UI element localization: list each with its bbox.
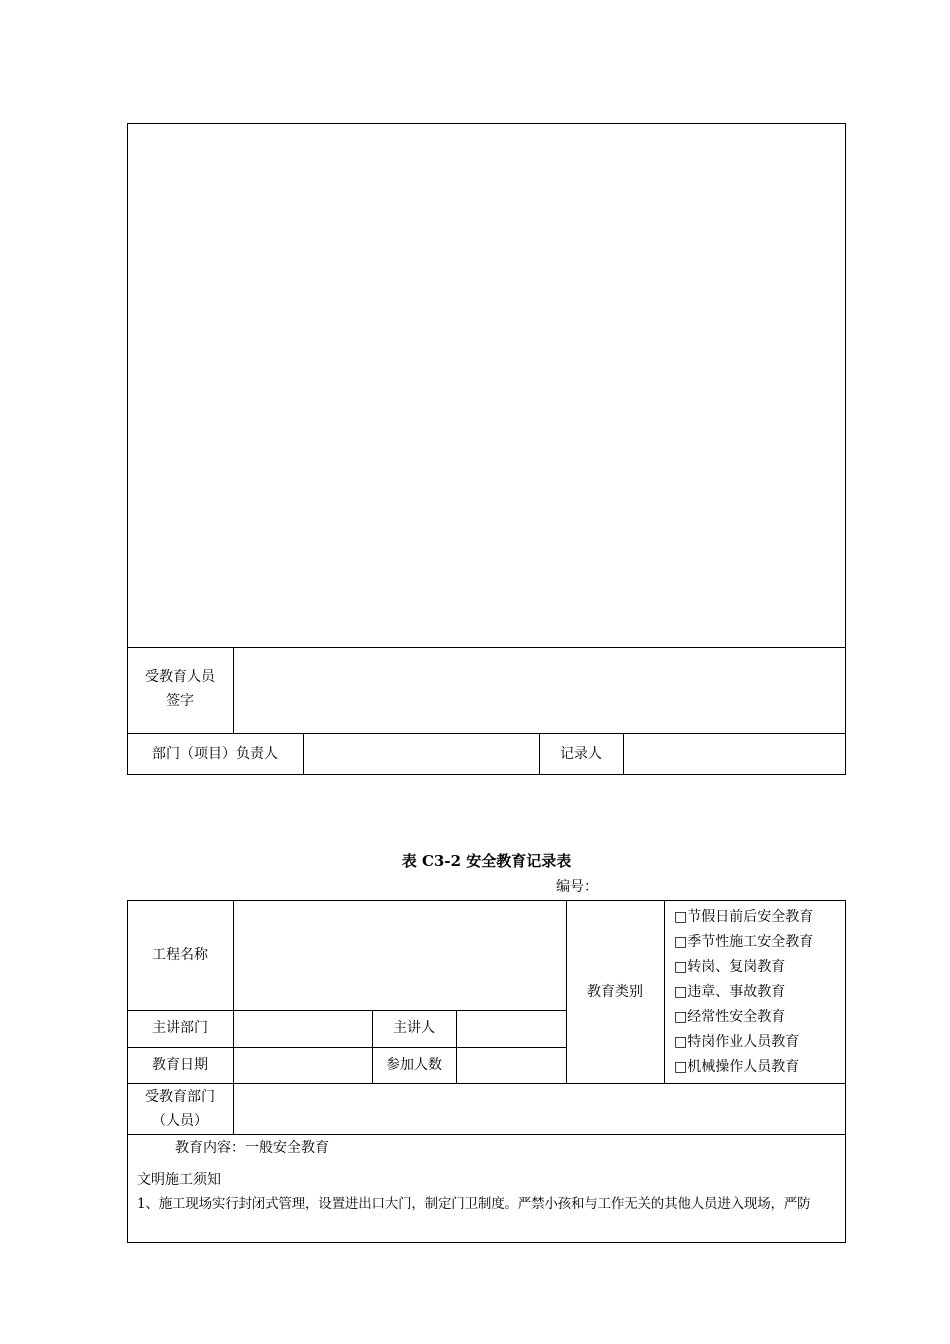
signature-field[interactable] [234, 648, 845, 733]
content-heading: 文明施工须知 [137, 1172, 221, 1188]
educated-dept-label-line2: （人员） [152, 1113, 208, 1129]
page-title: 表 C3-2 安全教育记录表 [401, 852, 572, 870]
participants-label: 参加人数 [386, 1057, 442, 1073]
signature-label-line1: 受教育人员 [145, 669, 215, 685]
lecturer-label: 主讲人 [393, 1020, 435, 1036]
project-name-field[interactable] [234, 901, 566, 1010]
education-type-option[interactable]: □季节性施工安全教育 [674, 934, 814, 950]
education-type-option[interactable]: □机械操作人员教育 [674, 1059, 800, 1075]
recorder-field[interactable] [624, 734, 845, 774]
number-label: 编号： [556, 879, 598, 895]
education-type-label: 教育类别 [587, 984, 643, 1000]
educated-dept-label [127, 1085, 233, 1133]
education-type-option[interactable]: □违章、事故教育 [674, 984, 786, 1000]
education-type-option[interactable]: □特岗作业人员教育 [674, 1034, 800, 1050]
content-label: 教育内容：一般安全教育 [175, 1140, 329, 1156]
content-item: 1、施工现场实行封闭式管理，设置进出口大门，制定门卫制度。严禁小孩和与工作无关的其他人员进入现场，严防 [137, 1196, 811, 1212]
participants-field[interactable] [457, 1048, 566, 1083]
signature-label-line2: 签字 [166, 693, 194, 709]
education-type-option[interactable]: □经常性安全教育 [674, 1009, 786, 1025]
lecture-dept-field[interactable] [234, 1011, 372, 1047]
dept-head-label: 部门（项目）负责人 [152, 746, 278, 762]
educated-dept-field[interactable] [234, 1084, 845, 1134]
education-date-label: 教育日期 [152, 1057, 208, 1073]
recorder-label: 记录人 [560, 746, 602, 762]
educated-dept-label-line1: 受教育部门 [145, 1089, 215, 1105]
lecture-dept-label: 主讲部门 [152, 1020, 208, 1036]
education-type-list [674, 905, 844, 1080]
education-type-option[interactable]: □节假日前后安全教育 [674, 909, 814, 925]
education-type-option[interactable]: □转岗、复岗教育 [674, 959, 786, 975]
project-name-label: 工程名称 [152, 947, 208, 963]
education-date-field[interactable] [234, 1048, 372, 1083]
dept-head-field[interactable] [304, 734, 539, 774]
lecturer-field[interactable] [457, 1011, 566, 1047]
signature-label [127, 665, 233, 713]
